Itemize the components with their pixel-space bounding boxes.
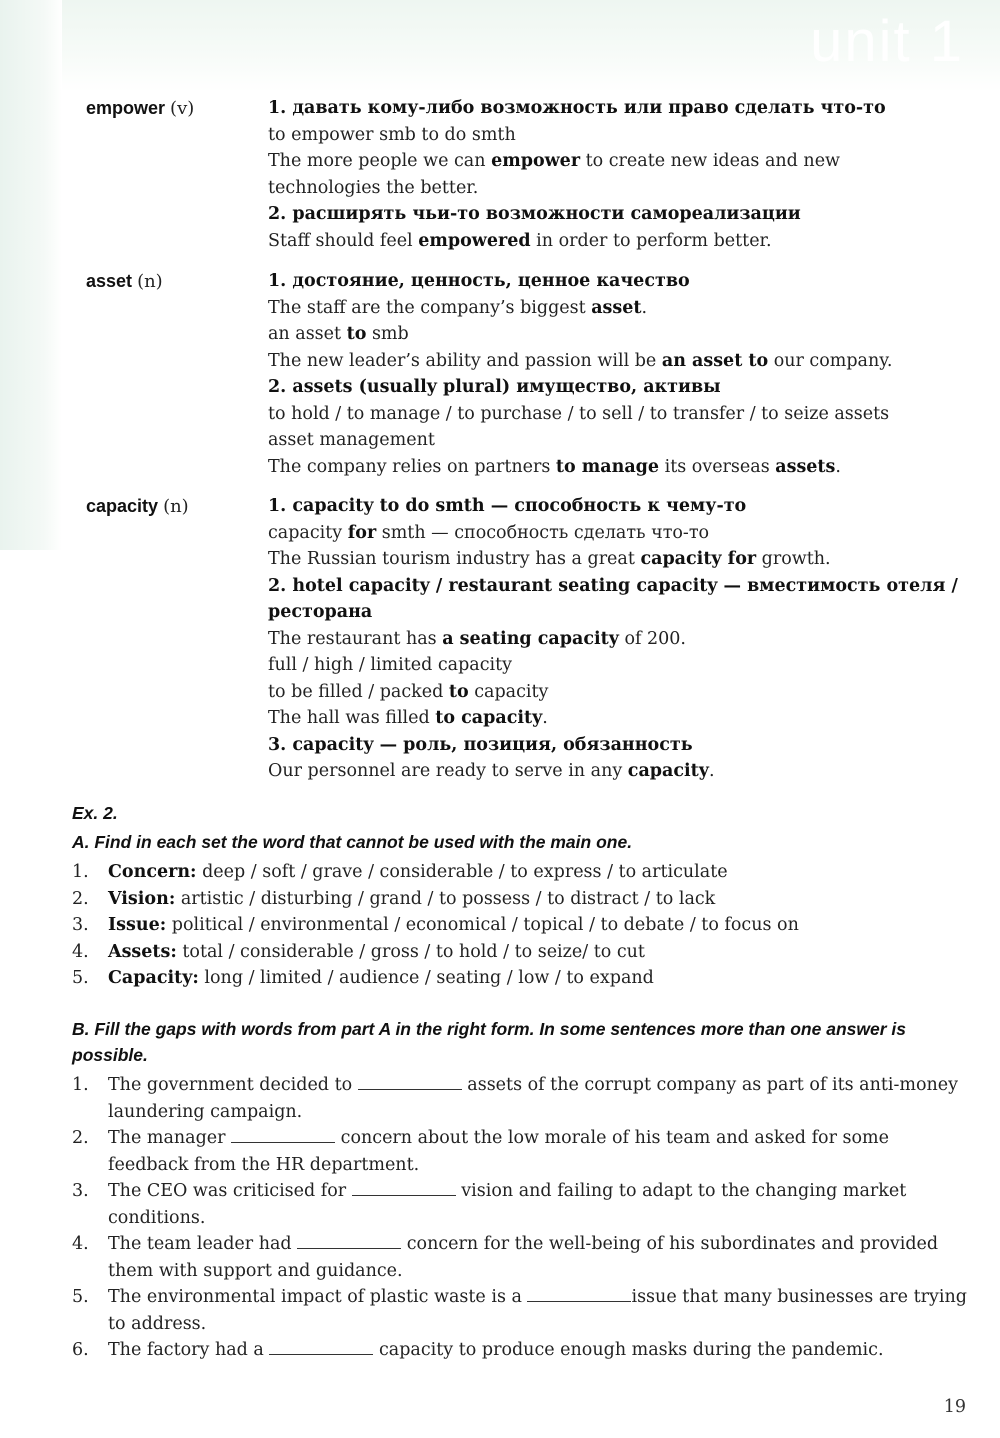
- text: capacity: [468, 681, 549, 702]
- sentence-end: concern for the well-being of his subordinates and provided them with support and guidance.: [108, 1234, 939, 1281]
- definition-line: [268, 401, 968, 428]
- definition-line: [268, 546, 968, 573]
- item-keyword: Assets:: [108, 941, 177, 962]
- bold-text: 2. расширять чьи-то возможности самореализации: [268, 204, 801, 224]
- blank-gap[interactable]: [231, 1128, 335, 1143]
- text: .: [708, 761, 715, 781]
- text: The more people we can: [268, 151, 492, 171]
- bold-text: assets: [775, 456, 836, 477]
- item-text: political / environmental / economical / topical / to debate / to focus on: [166, 915, 799, 935]
- blank-gap[interactable]: [527, 1287, 631, 1302]
- part-of-speech: (n): [137, 271, 163, 292]
- page-number: 19: [943, 1397, 966, 1417]
- definition-line: [268, 573, 968, 600]
- bold-text: 2. assets (usually plural) имущество, активы: [268, 377, 721, 397]
- text: to empower smb to do smth: [268, 124, 516, 145]
- definition-line: [268, 427, 968, 454]
- item-number: 4.: [72, 1234, 89, 1254]
- bold-text: to capacity: [435, 708, 543, 728]
- text: capacity: [268, 522, 348, 543]
- exercise-item: [72, 859, 972, 886]
- text: in order to perform better.: [530, 230, 772, 251]
- text: an asset: [268, 324, 347, 344]
- part-a-list: [72, 859, 972, 992]
- headword-text: capacity: [86, 496, 159, 516]
- exercise-item: [72, 965, 972, 992]
- exercise-item: [72, 886, 972, 913]
- text: of 200.: [618, 628, 686, 649]
- definitions: [268, 95, 968, 254]
- bold-text: an asset to: [661, 350, 769, 371]
- item-number: 1.: [72, 1075, 89, 1095]
- exercise-item: [72, 939, 972, 966]
- item-number: 1.: [72, 862, 89, 882]
- definition-line: [268, 95, 968, 122]
- item-number: 5.: [72, 968, 89, 988]
- definition-line: [268, 122, 968, 149]
- text: asset management: [268, 430, 435, 450]
- item-number: 3.: [72, 1181, 89, 1201]
- exercise-item: [72, 1284, 972, 1337]
- sentence-start: The CEO was criticised for: [108, 1181, 352, 1201]
- part-of-speech: (v): [170, 98, 195, 119]
- text: The company relies on partners: [268, 456, 556, 477]
- item-number: 3.: [72, 915, 89, 935]
- text: technologies the better.: [268, 177, 479, 198]
- item-text: total / considerable / gross / to hold / to seize/ to cut: [176, 941, 645, 962]
- item-text: deep / soft / grave / considerable / to express / to articulate: [196, 862, 728, 882]
- definition-line: [268, 268, 968, 295]
- blank-gap[interactable]: [358, 1075, 462, 1090]
- item-text: long / limited / audience / seating / low / to expand: [198, 968, 654, 988]
- item-number: 6.: [72, 1340, 89, 1360]
- item-keyword: Concern:: [108, 862, 197, 882]
- sentence-start: The government decided to: [108, 1075, 358, 1095]
- text: .: [641, 297, 648, 318]
- definitions: [268, 268, 968, 480]
- definition-line: [268, 148, 968, 175]
- sentence-end: assets of the corrupt company as part of its anti-money laundering campaign.: [108, 1075, 959, 1122]
- exercise-item: [72, 1125, 972, 1178]
- definition-line: [268, 201, 968, 228]
- text: its overseas: [659, 456, 776, 477]
- definition-line: [268, 175, 968, 202]
- headword-text: empower: [86, 98, 166, 118]
- definition-line: [268, 348, 968, 375]
- left-margin-band: [0, 0, 62, 550]
- bold-text: asset: [591, 297, 642, 318]
- item-number: 4.: [72, 941, 89, 962]
- item-text: artistic / disturbing / grand / to possess / to distract / to lack: [175, 888, 716, 909]
- bold-text: 1. давать кому-либо возможность или право сделать что-то: [268, 98, 886, 118]
- definition-line: [268, 493, 968, 520]
- exercise-item: [72, 1178, 972, 1231]
- bold-text: capacity for: [640, 549, 757, 569]
- blank-gap[interactable]: [297, 1234, 401, 1249]
- bold-text: capacity: [627, 761, 709, 781]
- text: growth.: [756, 549, 831, 569]
- text: our company.: [768, 350, 893, 371]
- exercise-item: [72, 912, 972, 939]
- definition-line: [268, 295, 968, 322]
- exercise-item: [72, 1231, 972, 1284]
- bold-text: to: [346, 324, 367, 344]
- definition-line: [268, 758, 968, 785]
- headword: [86, 268, 163, 296]
- bold-text: 3. capacity — роль, позиция, обязанность: [268, 734, 693, 755]
- headword: [86, 95, 194, 123]
- header-band: [62, 0, 1000, 92]
- part-a-instruction: A. Find in each set the word that cannot be used with the main one.: [72, 832, 633, 852]
- sentence-start: The factory had a: [108, 1340, 270, 1360]
- definition-line: [268, 705, 968, 732]
- sentence-start: The manager: [108, 1128, 232, 1148]
- bold-text: empower: [491, 151, 581, 171]
- bold-text: to: [448, 681, 469, 702]
- text: Our personnel are ready to serve in any: [268, 761, 628, 781]
- definition-line: [268, 454, 968, 481]
- unit-label: unit 1: [810, 9, 964, 74]
- text: .: [542, 708, 548, 728]
- text: Staff should feel: [268, 230, 419, 251]
- part-of-speech: (n): [163, 496, 189, 517]
- item-keyword: Vision:: [108, 888, 176, 909]
- bold-text: ресторана: [268, 602, 373, 622]
- definition-line: [268, 520, 968, 547]
- text: The Russian tourism industry has a great: [268, 549, 641, 569]
- bold-text: to manage: [555, 456, 660, 477]
- bold-text: 1. достояние, ценность, ценное качество: [268, 271, 690, 291]
- part-b-instruction: B. Fill the gaps with words from part A in the right form. In some sentences more than one answer is possible.: [72, 1019, 906, 1065]
- definition-line: [268, 228, 968, 255]
- bold-text: empowered: [418, 230, 531, 251]
- sentence-end: capacity to produce enough masks during the pandemic.: [373, 1340, 884, 1360]
- bold-text: for: [347, 522, 377, 543]
- item-keyword: Capacity:: [108, 968, 199, 988]
- text: to be filled / packed: [268, 681, 449, 702]
- definition-line: [268, 374, 968, 401]
- text: .: [835, 456, 841, 477]
- blank-gap[interactable]: [269, 1340, 373, 1355]
- bold-text: 2. hotel capacity / restaurant seating capacity — вместимость отеля /: [268, 575, 958, 596]
- headword: [86, 493, 189, 521]
- sentence-start: The team leader had: [108, 1234, 298, 1254]
- item-keyword: Issue:: [108, 915, 167, 935]
- definition-line: [268, 732, 968, 759]
- definition-line: [268, 652, 968, 679]
- sentence-start: The environmental impact of plastic waste is a: [108, 1287, 528, 1307]
- sentence-end: vision and failing to adapt to the changing market conditions.: [108, 1181, 907, 1228]
- sentence-end: issue that many businesses are trying to address.: [108, 1287, 967, 1334]
- text: The staff are the company’s biggest: [268, 297, 592, 318]
- text: to hold / to manage / to purchase / to sell / to transfer / to seize assets: [268, 403, 890, 424]
- item-number: 2.: [72, 1128, 89, 1148]
- definition-line: [268, 626, 968, 653]
- exercise-item: [72, 1072, 972, 1125]
- item-number: 2.: [72, 888, 89, 909]
- definition-line: [268, 599, 968, 626]
- bold-text: a seating capacity: [442, 628, 619, 649]
- definitions: [268, 493, 968, 785]
- item-number: 5.: [72, 1287, 89, 1307]
- exercise-item: [72, 1337, 972, 1364]
- text: full / high / limited capacity: [268, 655, 513, 675]
- text: The hall was filled: [268, 708, 436, 728]
- sentence-end: concern about the low morale of his team and asked for some feedback from the HR department.: [108, 1128, 889, 1175]
- text: smb: [366, 324, 409, 344]
- text: The restaurant has: [268, 628, 443, 649]
- blank-gap[interactable]: [352, 1181, 456, 1196]
- bold-text: 1. capacity to do smth — способность к чему-то: [268, 496, 747, 516]
- part-b-list: [72, 1072, 972, 1364]
- exercise-title: Ex. 2.: [72, 803, 118, 823]
- definition-line: [268, 679, 968, 706]
- text: The new leader’s ability and passion will be: [268, 350, 662, 371]
- text: smth — способность сделать что-то: [376, 522, 710, 543]
- definition-line: [268, 321, 968, 348]
- headword-text: asset: [86, 271, 133, 291]
- text: to create new ideas and new: [580, 151, 841, 171]
